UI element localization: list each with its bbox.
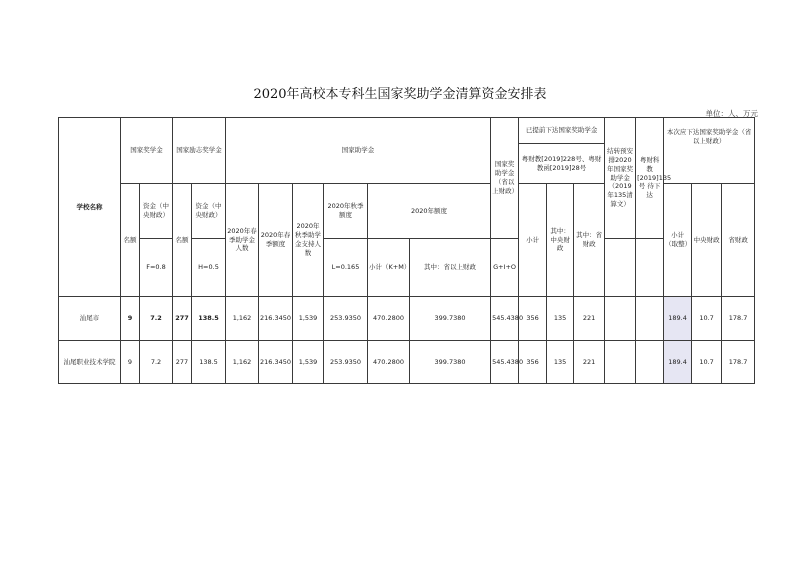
- issue-central: 10.7: [692, 341, 722, 384]
- header-fund-central: 资金（中央财政）: [140, 184, 173, 239]
- provincial-of: 399.7380: [410, 341, 491, 384]
- header-quota: 名额: [121, 184, 140, 297]
- carryover: [605, 341, 636, 384]
- header-pending-blank: [636, 239, 664, 297]
- header-fund-central-2: 资金（中央财政）: [192, 184, 226, 239]
- header-spring-count: 2020年春季助学金人数: [226, 184, 259, 297]
- formula-l: L=0.165: [324, 239, 368, 297]
- quota: 9: [121, 341, 140, 384]
- quota-2: 277: [173, 341, 192, 384]
- prior-subtotal: 356: [519, 341, 547, 384]
- header-issue-provincial: 省财政: [722, 184, 755, 297]
- autumn-count: 1,539: [293, 341, 324, 384]
- national-total: 545.4380: [491, 341, 519, 384]
- prior-central: 135: [547, 297, 574, 341]
- page-title: 2020年高校本专科生国家奖助学金清算资金安排表: [253, 87, 547, 102]
- funding-table: [58, 117, 755, 384]
- fund: 7.2: [140, 341, 173, 384]
- school-name: 汕尾市: [59, 297, 121, 341]
- header-prior-docs: 粤财教[2019]228号、粤财教函[2019]28号: [519, 144, 605, 184]
- autumn-amount: 253.9350: [324, 297, 368, 341]
- school-name: 汕尾职业技术学院: [59, 341, 121, 384]
- header-subtotal: 小计（K+M）: [368, 239, 410, 297]
- annual-subtotal: 470.2800: [368, 341, 410, 384]
- spring-amount: 216.3450: [259, 341, 293, 384]
- issue-central: 10.7: [692, 297, 722, 341]
- header-national-total: 国家奖助学金（省以上财政）: [491, 118, 519, 239]
- fund-2: 138.5: [192, 297, 226, 341]
- autumn-amount: 253.9350: [324, 341, 368, 384]
- header-spring-amount: 2020年春季额度: [259, 184, 293, 297]
- pending: [636, 341, 664, 384]
- formula-f: F=0.8: [140, 239, 173, 297]
- table-row: [59, 297, 755, 341]
- quota: 9: [121, 297, 140, 341]
- prior-subtotal: 356: [519, 297, 547, 341]
- quota-2: 277: [173, 297, 192, 341]
- header-prior-provincial: 其中：省财政: [574, 184, 605, 297]
- table-row: [59, 341, 755, 384]
- header-prior-subtotal: 小计: [519, 184, 547, 297]
- header-issue-subtotal: 小计（取整）: [664, 184, 692, 297]
- header-autumn-count: 2020年秋季助学金支持人数: [293, 184, 324, 297]
- prior-provincial: 221: [574, 341, 605, 384]
- carryover: [605, 297, 636, 341]
- fund: 7.2: [140, 297, 173, 341]
- header-pending-doc: 粤财科教[2019]135号 待下达: [636, 118, 664, 239]
- header-autumn-amount: 2020年秋季额度: [324, 184, 368, 239]
- header-national-grant: 国家助学金: [226, 118, 491, 184]
- pending: [636, 297, 664, 341]
- header-school-name: 学校名称: [59, 118, 121, 297]
- formula-h: H=0.5: [192, 239, 226, 297]
- header-quota-2: 名额: [173, 184, 192, 297]
- issue-provincial: 178.7: [722, 341, 755, 384]
- header-issue-central: 中央财政: [692, 184, 722, 297]
- annual-subtotal: 470.2800: [368, 297, 410, 341]
- national-total: 545.4380: [491, 297, 519, 341]
- formula-g: G+I+O: [491, 239, 519, 297]
- spring-count: 1,162: [226, 297, 259, 341]
- fund-2: 138.5: [192, 341, 226, 384]
- header-prior-central: 其中：中央财政: [547, 184, 574, 297]
- provincial-of: 399.7380: [410, 297, 491, 341]
- unit-label: 单位：人、万元: [705, 109, 758, 118]
- header-national-scholarship: 国家奖学金: [121, 118, 173, 184]
- spring-amount: 216.3450: [259, 297, 293, 341]
- header-national-encouragement: 国家励志奖学金: [173, 118, 226, 184]
- header-provincial-of: 其中：省以上财政: [410, 239, 491, 297]
- prior-provincial: 221: [574, 297, 605, 341]
- header-carryover-blank: [605, 239, 636, 297]
- header-carryover: 结转预安排2020年国家奖助学金（2019年135清算文）: [605, 118, 636, 239]
- issue-provincial: 178.7: [722, 297, 755, 341]
- prior-central: 135: [547, 341, 574, 384]
- issue-subtotal: 189.4: [664, 341, 692, 384]
- issue-subtotal: 189.4: [664, 297, 692, 341]
- spring-count: 1,162: [226, 341, 259, 384]
- header-annual-amount: 2020年额度: [368, 184, 491, 239]
- autumn-count: 1,539: [293, 297, 324, 341]
- header-this-issue: 本次应下达国家奖助学金（省以上财政）: [664, 118, 755, 184]
- header-prior-issued: 已提前下达国家奖助学金: [519, 118, 605, 144]
